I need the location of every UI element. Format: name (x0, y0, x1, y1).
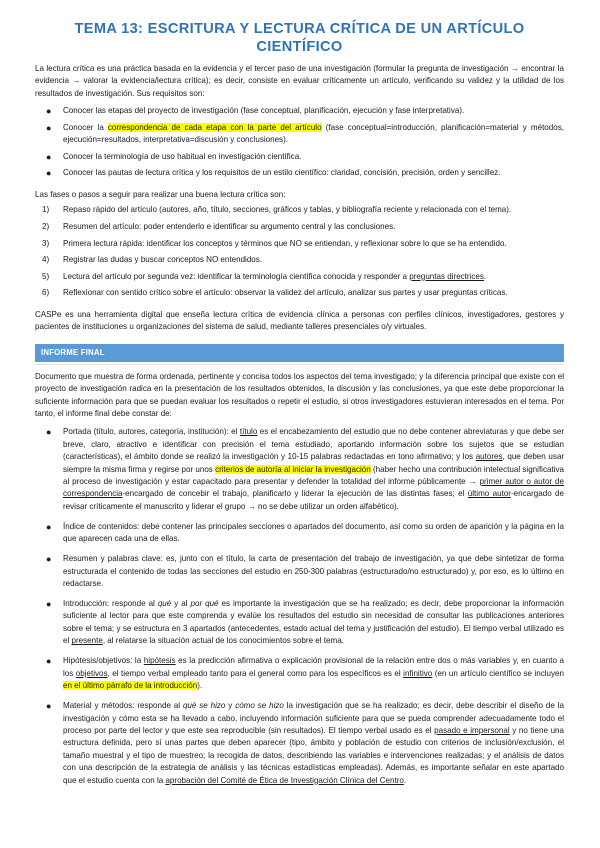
bullet-icon: ● (46, 427, 52, 438)
section-header-informe-final: INFORME FINAL (35, 344, 564, 362)
list-item: 2) Resumen del artículo: poder entenderlo e identificar su argumento central y las conclusiones. (42, 222, 396, 231)
bullet-icon: ● (46, 151, 52, 162)
highlighted-text: criterios de autoría al iniciar la investigación (215, 464, 371, 474)
list-item: 5) Lectura del artículo por segunda vez: identificar la terminología científica conocida y responder a preguntas directrices. (42, 271, 487, 281)
list-item-indice: ● Índice de contenidos: debe contener las principales secciones o apartados del documento, así como su orden de aparición y la página en la que aparecen cada una de ellas. (46, 521, 564, 544)
list-item-introduccion: ● Introducción: responde al qué y al por qué es importante la investigación que se ha realizado; es decir, debe proporcionar la información suficiente al lector para que este comprenda y evalúe los resultados del estudio sin necesidad de consultar las publicaciones anteriores sobre el tema; y se estructura en 3 apartados (antecedentes, estado actual del tema y justificación del estudio). El tiempo verbal utilizado es el presente, al relatarse la situación actual de los conocimientos sobre el tema. (46, 599, 564, 646)
bullet-icon: ● (46, 656, 52, 667)
list-item-hipotesis: ● Hipótesis/objetivos: la hipótesis es la predicción afirmativa o explicación provisional de la relación entre dos o más variables y, en cuanto a los objetivos, el tiempo verbal empleado tanto para el general como para los específicos es el infinitivo (en un artículo científico se incluyen en el último párrafo de la introducción). (46, 656, 565, 691)
list-item-resumen: ● Resumen y palabras clave: es, junto con el título, la carta de presentación del trabajo de investigación, ya que debe sintetizar de forma estructurada el contenido de todas las secciones del estudio en 250-300 palabras (estructurado/no estructurado) y, por eso, es lo último en redactarse. (46, 554, 564, 589)
bullet-icon: ● (46, 599, 52, 610)
list-item-portada: ● Portada (título, autores, categoría, institución): el título es el encabezamiento del estudio que no debe contener abreviaturas y que debe ser breve, claro, atractivo e identificar con precisión el tema estudiado, aportando información sobre los sujetos que se estudian (características), el ámbito donde se realizó la investigación y 10-15 palabras redactadas en tono afirmativo; y los autores, que deben usar siempre la misma firma y regirse por unos criterios de autoría al iniciar la investigación (haber hecho una contribución intelectual significativa al proceso de investigación y estar capacitado para presentar y defender la totalidad del informe públicamente → primer autor o autor de correspondencia-encargado de concebir el trabajo, planificarlo y liderar la ejecución de las distintas fases; el último autor-encargado de revisar críticamente el manuscrito y liderar el grupo → no se debe utilizar un orden alfabético). (46, 427, 565, 511)
bullet-icon: ● (46, 122, 52, 133)
section-intro: Documento que muestra de forma ordenada, pertinente y concisa todos los aspectos del tema investigado; y la diferencia principal que existe con el proyecto de investigación radica en la presentación de los resultados obtenidos, la discusión y las conclusiones, ya que este debe proporcionar la suficiente información para que se puedan evaluar los resultados o repetir el estudio, si otros investigadores estuvieran interesados en el tema. Por tanto, el informe final debe constar de: (35, 371, 564, 418)
page-title: TEMA 13: ESCRITURA Y LECTURA CRÍTICA DE UN ARTÍCULO CIENTÍFICO (74, 21, 525, 55)
report-sections-list (35, 426, 564, 787)
list-item: 1) Repaso rápido del artículo (autores, año, título, secciones, gráficos y tablas, y bibliografía reciente y relacionada con el tema). (42, 205, 512, 215)
list-item: 3) Primera lectura rápida: identificar los conceptos y términos que NO se entiendan, y reflexionar sobre lo que se ha entendido. (42, 238, 507, 248)
requirements-list (35, 105, 564, 180)
bullet-icon: ● (46, 701, 52, 712)
intro-paragraph: La lectura crítica es una práctica basada en la evidencia y el tercer paso de una investigación (formular la pregunta de investigación → encontrar la evidencia → valorar la evidencia/lectura crítica); es decir, consiste en evaluar críticamente un artículo, verificando su validez y la utilidad de los resultados de investigación. Sus requisitos son: (35, 64, 564, 98)
list-item: ● Conocer las pautas de lectura crítica y los requisitos de un estilo científico: claridad, concisión, precisión, orden y sencillez. (46, 168, 501, 179)
list-item-material: ● Material y métodos: responde al qué se hizo y cómo se hizo la investigación que se ha realizado; es decir, debe describir el diseño de la investigación y cómo esta se ha llevado a cabo, incluyendo información suficiente para que se pueda comprender adecuadamente todo el proceso por parte del lector y que este sea reproducible (sin resultados). El tiempo verbal usado es el pasado e impersonal y no tiene una estructura definida, pero sí unas partes que deben aparecer (tipo, ámbito y población de estudio con criterios de inclusión/exclusión, el tamaño muestral y el tipo de muestreo; la recogida de datos, describiendo las variables e intervenciones realizadas; y el análisis de datos con una descripción de la estrategia de análisis y las técnicas estadísticas empleadas). Además, es importante señalar en este apartado que el estudio cuenta con la aprobación del Comité de Ética de Investigación Clínica del Centro. (46, 701, 564, 785)
highlighted-text: en el último párrafo de la introducción (63, 681, 198, 691)
steps-list (35, 204, 564, 299)
bullet-icon: ● (46, 106, 52, 117)
list-item: ● Conocer la terminología de uso habitual en investigación científica. (46, 151, 302, 162)
list-item: 6) Reflexionar con sentido crítico sobre el artículo: observar la validez del artículo, analizar sus partes y usar preguntas críticas. (42, 288, 508, 298)
bullet-icon: ● (46, 554, 52, 565)
list-item: ● Conocer las etapas del proyecto de investigación (fase conceptual, planificación, ejecución y fase interpretativa). (46, 106, 465, 117)
caspe-paragraph: CASPe es una herramienta digital que enseña lectura crítica de evidencia clínica a personas con perfiles clínicos, investigadores, gestores y pacientes de instituciones u organizaciones del sistema de salud, mediante talleres presenciales o/y virtuales. (35, 309, 564, 332)
list-item: 4) Registrar las dudas y buscar conceptos NO entendidos. (42, 255, 263, 265)
bullet-icon: ● (46, 521, 52, 532)
highlighted-text: correspondencia de cada etapa con la parte del artículo (107, 122, 322, 132)
list-item: ● Conocer la correspondencia de cada etapa con la parte del artículo (fase conceptual=introducción, planificación=material y métodos, ejecución=resultados, interpretativa=discusión y conclusiones). (46, 122, 564, 145)
steps-intro: Las fases o pasos a seguir para realizar una buena lectura crítica son: (35, 190, 286, 199)
bullet-icon: ● (46, 168, 52, 179)
